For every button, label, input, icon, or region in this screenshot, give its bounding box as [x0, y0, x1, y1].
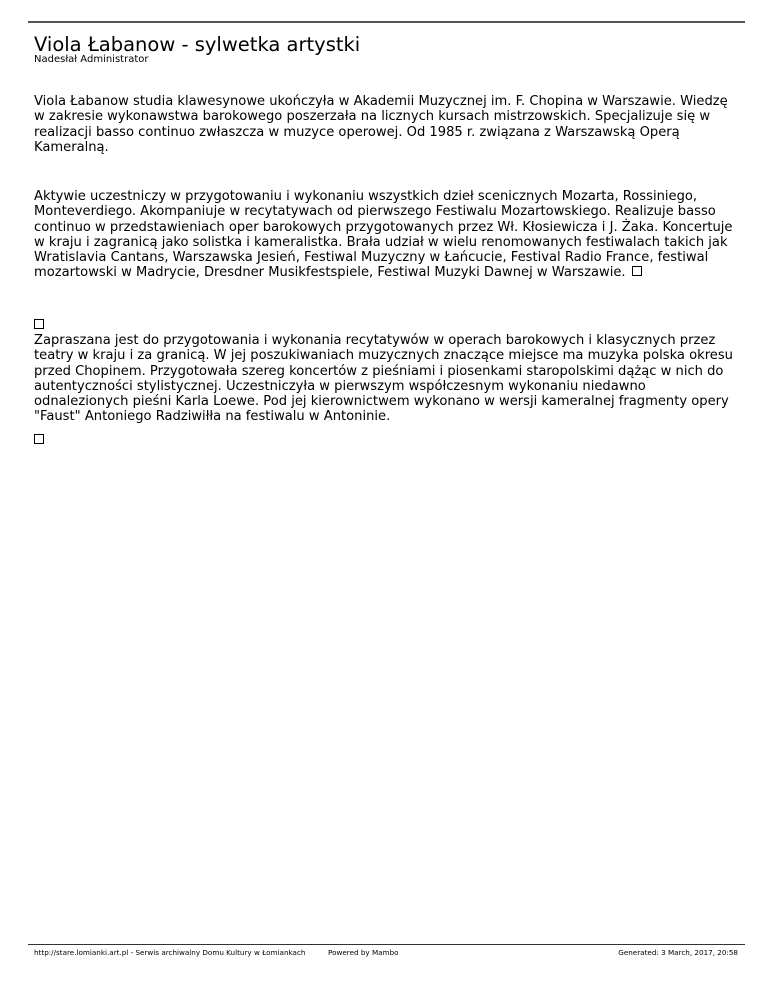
article-title: Viola Łabanow - sylwetka artystki — [34, 33, 361, 56]
header-divider — [28, 21, 745, 23]
missing-image-box-icon — [34, 434, 44, 444]
article-paragraph-3 — [34, 316, 739, 425]
article-paragraph-2 — [34, 189, 739, 281]
article-paragraph-1 — [34, 94, 739, 155]
missing-image-box-icon — [632, 266, 642, 276]
paragraph-text: Zapraszana jest do przygotowania i wykonania recytatywów w operach barokowych i klasycznych przez teatry w kraju i za granicą. W jej poszukiwaniach muzycznych znaczące miejsce ma muzyka polska okresu przed Chopinem. Przygotowała szereg koncertów z pieśniami i piosenkami staropolskimi dążąc w nich do autentyczności stylistycznej. Uczestniczyła w pierwszym współczesnym wykonaniu niedawno odnalezionych pieśni Karla Loewe. Pod jej kierownictwem wykonano w wersji kameralnej fragmenty opery "Faust" Antoniego Radziwiłła na festiwalu w Antoninie. — [34, 333, 733, 425]
footer-source-link[interactable]: http://stare.lomianki.art.pl - Serwis archiwalny Domu Kultury w Łomiankach — [34, 948, 306, 957]
paragraph-text: Viola Łabanow studia klawesynowe ukończyła w Akademii Muzycznej im. F. Chopina w Warszawie. Wiedzę w zakresie wykonawstwa barokowego poszerzała na licznych kursach mistrzowskich. Specjalizuje się w realizacji basso continuo zwłaszcza w muzyce operowej. Od 1985 r. związana z Warszawską Operą Kameralną. — [34, 94, 728, 155]
article-byline: Nadesłał Administrator — [34, 54, 149, 65]
footer-divider — [28, 944, 745, 945]
paragraph-text: Aktywie uczestniczy w przygotowaniu i wykonaniu wszystkich dzieł scenicznych Mozarta, Rossiniego, Monteverdiego. Akompaniuje w recytatywach od pierwszego Festiwalu Mozartowskiego. Realizuje basso continuo w przedstawieniach oper barokowych przygotowanych przez Wł. Kłosiewicza i J. Żaka. Koncertuje w kraju i zagranicą jako solistka i kameralistka. Brała udział w wielu renomowanych festiwalach takich jak Wratislavia Cantans, Warszawska Jesień, Festiwal Muzyczny w Łańcucie, Festival Radio France, festiwal mozartowski w Madrycie, Dresdner Musikfestspiele, Festiwal Muzyki Dawnej w Warszawie. — [34, 189, 733, 281]
footer-generated-date: Generated: 3 March, 2017, 20:58 — [618, 948, 738, 957]
missing-image-box-icon — [34, 319, 44, 329]
footer-powered-by: Powered by Mambo — [328, 948, 399, 957]
